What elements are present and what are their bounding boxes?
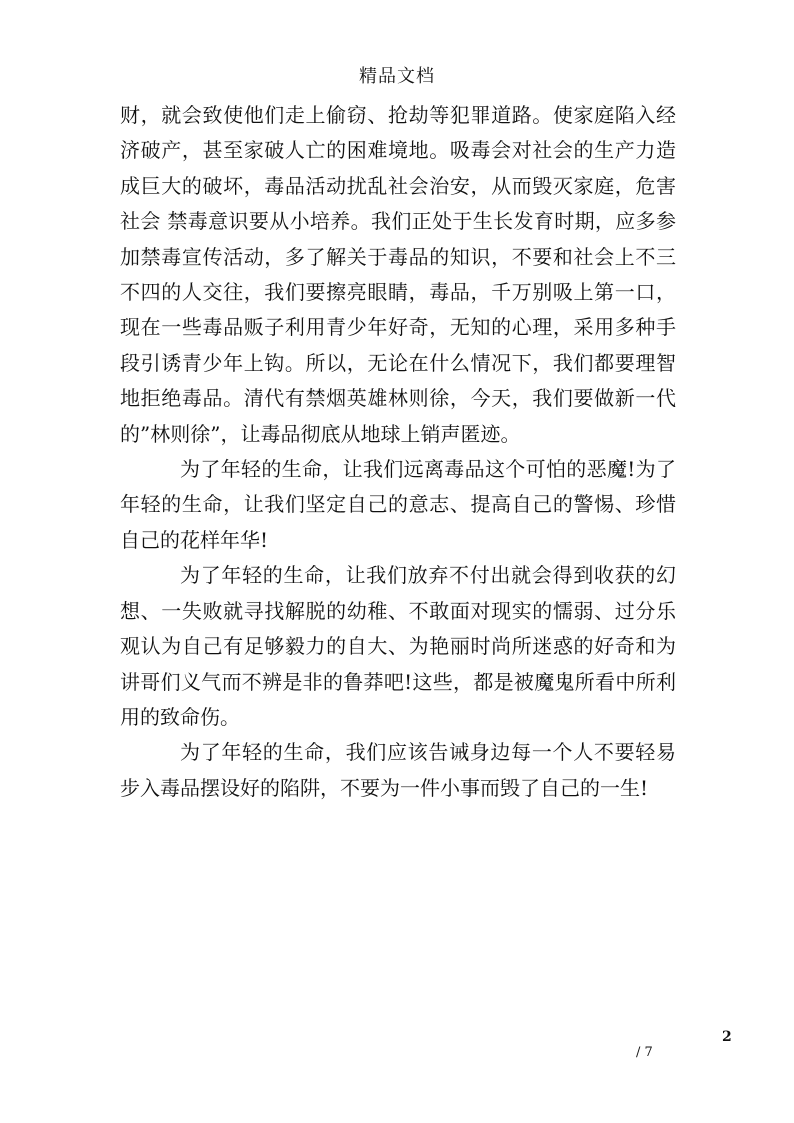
paragraph-3: 为了年轻的生命，让我们放弃不付出就会得到收获的幻想、一失败就寻找解脱的幼稚、不敢面对现实的懦弱、过分乐观认为自己有足够毅力的自大、为艳丽时尚所迷惑的好奇和为讲哥们义气而不辨是非的鲁莽吧!这些，都是被魔鬼所看中所利用的致命伤。 — [120, 563, 676, 729]
paragraph-1: 财，就会致使他们走上偷窃、抢劫等犯罪道路。使家庭陷入经济破产，甚至家破人亡的困难境地。吸毒会对社会的生产力造成巨大的破坏，毒品活动扰乱社会治安，从而毁灭家庭，危害社会 禁毒意识要从小培养。我们正处于生长发育时期，应多参加禁毒宣传活动，多了解关于毒品的知识，不要和社会上不三不四的人交往，我们要擦亮眼睛，毒品，千万别吸上第一口，现在一些毒品贩子利用青少年好奇，无知的心理，采用多种手段引诱青少年上钩。所以，无论在什么情况下，我们都要理智地拒绝毒品。清代有禁烟英雄林则徐，今天，我们要做新一代的”林则徐”，让毒品彻底从地球上销声匿迹。 — [120, 103, 676, 446]
document-body — [120, 98, 676, 806]
document-header-title: 精品文档 — [359, 66, 435, 87]
paragraph-2: 为了年轻的生命，让我们远离毒品这个可怕的恶魔!为了年轻的生命，让我们坚定自己的意志、提高自己的警惕、珍惜自己的花样年华! — [120, 457, 676, 552]
paragraph-4: 为了年轻的生命，我们应该告诫身边每一个人不要轻易步入毒品摆设好的陷阱，不要为一件小事而毁了自己的一生! — [120, 740, 676, 800]
page-total: / 7 — [636, 1045, 653, 1060]
page-number: 2 — [722, 1029, 732, 1045]
